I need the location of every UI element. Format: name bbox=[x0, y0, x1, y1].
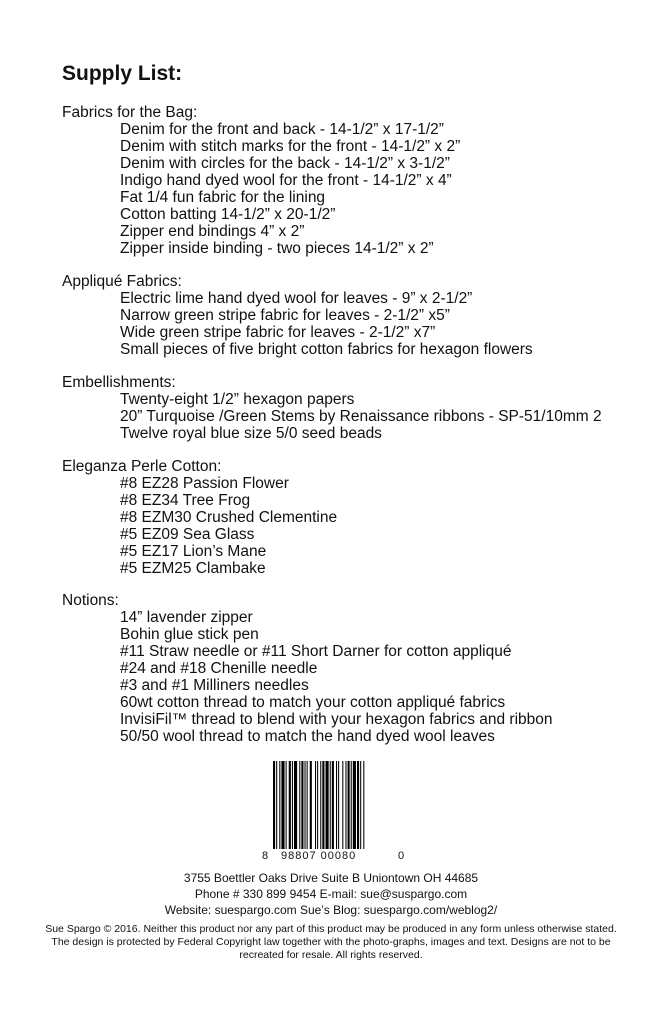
section-eleganza-perle-cotton bbox=[62, 458, 337, 577]
contact-website: Website: suespargo.com Sue’s Blog: suespargo.com/weblog2/ bbox=[164, 903, 498, 917]
list-item: Cotton batting 14-1/2” x 20-1/2” bbox=[120, 206, 336, 223]
list-item: InvisiFil™ thread to blend with your hexagon fabrics and ribbon bbox=[120, 711, 553, 728]
barcode bbox=[272, 761, 390, 849]
list-item: Indigo hand dyed wool for the front - 14-1/2” x 4” bbox=[120, 172, 452, 189]
list-item: Zipper inside binding - two pieces 14-1/2” x 2” bbox=[120, 240, 434, 257]
page-title: Supply List: bbox=[62, 62, 183, 85]
list-item: #5 EZ09 Sea Glass bbox=[120, 526, 255, 543]
supply-items bbox=[62, 475, 337, 577]
section-heading: Embellishments: bbox=[62, 374, 176, 391]
section-heading: Fabrics for the Bag: bbox=[62, 104, 198, 121]
section-embellishments bbox=[62, 374, 602, 442]
list-item: Small pieces of five bright cotton fabrics for hexagon flowers bbox=[120, 341, 533, 358]
list-item: 50/50 wool thread to match the hand dyed wool leaves bbox=[120, 728, 495, 745]
barcode-number-left: 8 bbox=[262, 850, 270, 862]
section-heading: Appliqué Fabrics: bbox=[62, 273, 182, 290]
list-item: #24 and #18 Chenille needle bbox=[120, 660, 318, 677]
list-item: Narrow green stripe fabric for leaves - 2-1/2” x5” bbox=[120, 307, 450, 324]
supply-items bbox=[62, 121, 460, 257]
list-item: Electric lime hand dyed wool for leaves - 9” x 2-1/2” bbox=[120, 290, 473, 307]
contact-phone-email: Phone # 330 899 9454 E-mail: sue@suspargo.com bbox=[194, 887, 468, 901]
list-item: #3 and #1 Milliners needles bbox=[120, 677, 309, 694]
section-applique-fabrics bbox=[62, 273, 533, 358]
contact-address: 3755 Boettler Oaks Drive Suite B Uniontown OH 44685 bbox=[183, 871, 479, 885]
section-heading: Notions: bbox=[62, 592, 119, 609]
copyright-notice: Sue Spargo © 2016. Neither this product nor any part of this product may be produced in any form unless otherwise stated. The design is protected by Federal Copyright law together with the photo-graphs, images and text. Designs are not to be recreated for resale. All rights reserved. bbox=[45, 923, 617, 961]
section-heading: Eleganza Perle Cotton: bbox=[62, 458, 222, 475]
supply-items bbox=[62, 290, 533, 358]
list-item: Denim for the front and back - 14-1/2” x 17-1/2” bbox=[120, 121, 444, 138]
list-item: #8 EZM30 Crushed Clementine bbox=[120, 509, 338, 526]
barcode-number-right: 0 bbox=[398, 850, 406, 862]
list-item: Wide green stripe fabric for leaves - 2-1/2” x7” bbox=[120, 324, 436, 341]
list-item: #11 Straw needle or #11 Short Darner for cotton appliqué bbox=[120, 643, 512, 660]
barcode-number-middle: 98807 00080 bbox=[281, 850, 357, 862]
list-item: Denim with stitch marks for the front - 14-1/2” x 2” bbox=[120, 138, 461, 155]
list-item: #5 EZ17 Lion’s Mane bbox=[120, 543, 267, 560]
list-item: #5 EZM25 Clambake bbox=[120, 560, 266, 577]
list-item: 14” lavender zipper bbox=[120, 609, 253, 626]
section-notions bbox=[62, 592, 553, 745]
list-item: 60wt cotton thread to match your cotton appliqué fabrics bbox=[120, 694, 506, 711]
list-item: Twenty-eight 1/2” hexagon papers bbox=[120, 391, 355, 408]
section-fabrics-for-the-bag bbox=[62, 104, 460, 257]
list-item: Denim with circles for the back - 14-1/2” x 3-1/2” bbox=[120, 155, 450, 172]
list-item: Bohin glue stick pen bbox=[120, 626, 259, 643]
list-item: #8 EZ28 Passion Flower bbox=[120, 475, 289, 492]
list-item: Twelve royal blue size 5/0 seed beads bbox=[120, 425, 382, 442]
list-item: #8 EZ34 Tree Frog bbox=[120, 492, 251, 509]
supply-items bbox=[62, 391, 602, 442]
list-item: Zipper end bindings 4” x 2” bbox=[120, 223, 305, 240]
list-item: 20” Turquoise /Green Stems by Renaissance ribbons - SP-51/10mm 2 bbox=[120, 408, 602, 425]
list-item: Fat 1/4 fun fabric for the lining bbox=[120, 189, 326, 206]
supply-items bbox=[62, 609, 553, 745]
